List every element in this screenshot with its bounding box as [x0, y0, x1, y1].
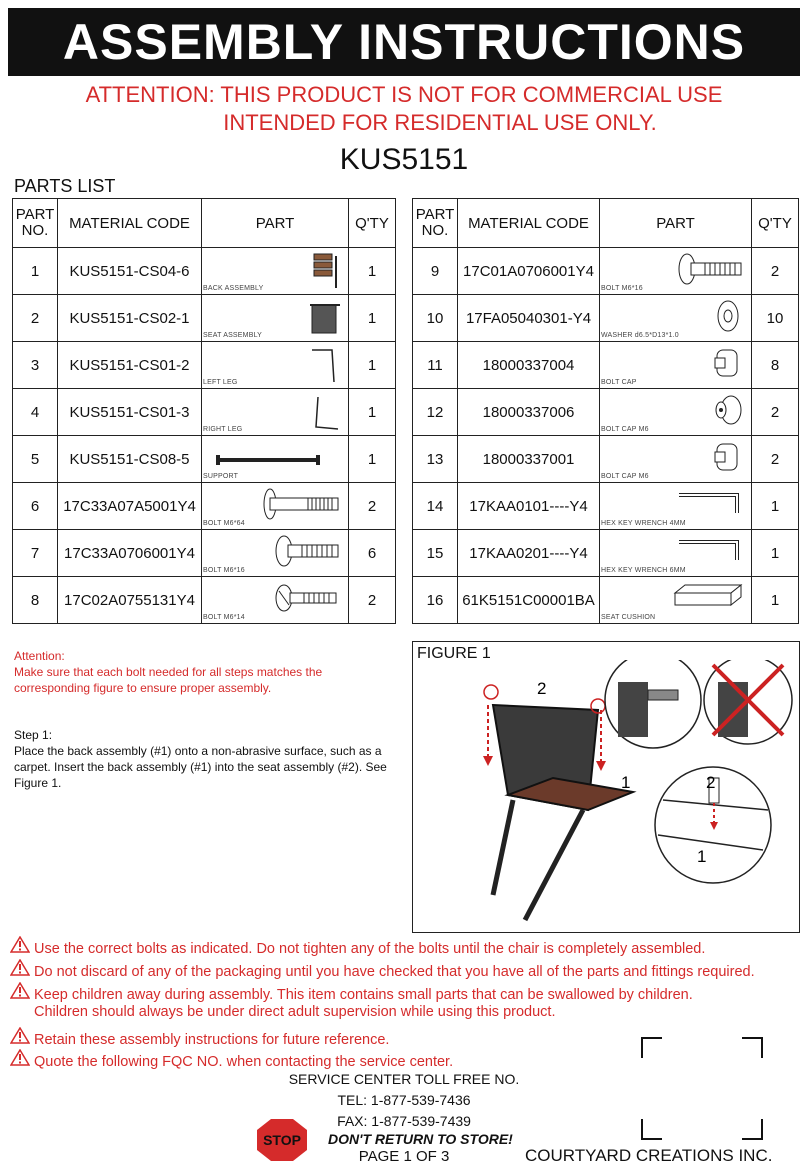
part-caption: BOLT M6*64 — [203, 520, 245, 527]
header-material-code: MATERIAL CODE — [58, 199, 202, 248]
part-no: 10 — [413, 295, 458, 342]
warning-line — [10, 982, 693, 1003]
step-1 — [14, 727, 399, 791]
part-no: 9 — [413, 248, 458, 295]
parts-row — [413, 389, 799, 436]
attention-line-2: INTENDED FOR RESIDENTIAL USE ONLY. — [223, 110, 657, 135]
warning-text: Retain these assembly instructions for future reference. — [34, 1032, 390, 1048]
part-caption: BOLT M6*16 — [203, 567, 245, 574]
warning-triangle-icon — [10, 982, 30, 999]
quantity: 2 — [752, 436, 799, 483]
header-part: PART — [600, 199, 752, 248]
warning-text: Quote the following FQC NO. when contacting the service center. — [34, 1054, 454, 1070]
part-caption: LEFT LEG — [203, 379, 238, 386]
part-cell — [202, 577, 349, 624]
warning-text: Use the correct bolts as indicated. Do not tighten any of the bolts until the chair is completely assembled. — [34, 941, 706, 957]
part-no: 11 — [413, 342, 458, 389]
part-no: 5 — [13, 436, 58, 483]
part-no: 13 — [413, 436, 458, 483]
parts-list-title: PARTS LIST — [14, 176, 116, 196]
warning-triangle-icon — [10, 1049, 30, 1066]
material-code: 18000337004 — [458, 342, 600, 389]
part-caption: HEX KEY WRENCH 4MM — [601, 520, 686, 527]
quantity: 2 — [349, 577, 396, 624]
warning-line — [10, 1049, 453, 1070]
part-cell — [600, 483, 752, 530]
part-cell — [202, 248, 349, 295]
parts-row — [413, 577, 799, 624]
part-cell — [202, 342, 349, 389]
warning-triangle-icon — [10, 936, 30, 953]
part-cell — [600, 248, 752, 295]
part-caption: BOLT CAP M6 — [601, 426, 649, 433]
parts-row — [13, 483, 396, 530]
parts-row — [413, 530, 799, 577]
quantity: 8 — [752, 342, 799, 389]
material-code: 17FA05040301-Y4 — [458, 295, 600, 342]
part-cell — [600, 436, 752, 483]
quantity: 1 — [752, 483, 799, 530]
parts-row — [13, 530, 396, 577]
figure-1-label: FIGURE 1 — [417, 645, 491, 662]
part-cell — [202, 530, 349, 577]
warning-triangle-icon — [10, 959, 30, 976]
parts-table-left — [12, 198, 396, 624]
parts-table-right — [412, 198, 799, 624]
quantity: 1 — [349, 436, 396, 483]
leg-illustration-left — [493, 800, 513, 895]
part-caption: SEAT CUSHION — [601, 614, 656, 621]
material-code: 17C33A07A5001Y4 — [58, 483, 202, 530]
service-tel: TEL: 1-877-539-7436 — [337, 1092, 471, 1108]
quantity: 6 — [349, 530, 396, 577]
step-1-heading: Step 1: — [14, 728, 53, 742]
warning-line — [10, 936, 705, 957]
figure-1-illustration — [413, 660, 797, 930]
material-code: KUS5151-CS04-6 — [58, 248, 202, 295]
quantity: 1 — [349, 389, 396, 436]
warning-text: Do not discard of any of the packaging until you have checked that you have all of the parts and fittings required. — [34, 964, 755, 980]
part-no: 15 — [413, 530, 458, 577]
service-fax: FAX: 1-877-539-7439 — [337, 1113, 471, 1129]
warning-text: Children should always be under direct adult supervision while using this product. — [34, 1004, 556, 1020]
quantity: 1 — [349, 248, 396, 295]
part-caption: BOLT M6*14 — [203, 614, 245, 621]
part-no: 8 — [13, 577, 58, 624]
material-code: 18000337006 — [458, 389, 600, 436]
warning-line — [10, 959, 755, 980]
quantity: 1 — [349, 295, 396, 342]
part-caption: SUPPORT — [203, 473, 239, 480]
part-caption: BACK ASSEMBLY — [203, 285, 264, 292]
part-no: 3 — [13, 342, 58, 389]
no-return-notice: DON'T RETURN TO STORE! — [328, 1131, 513, 1147]
part-cell — [600, 342, 752, 389]
material-code: 17C02A0755131Y4 — [58, 577, 202, 624]
part-no: 1 — [13, 248, 58, 295]
header-part-no: PART NO. — [13, 199, 58, 248]
part-cell — [600, 295, 752, 342]
header-material-code: MATERIAL CODE — [458, 199, 600, 248]
material-code: KUS5151-CS01-3 — [58, 389, 202, 436]
part-cell — [202, 295, 349, 342]
warning-line — [34, 1004, 555, 1020]
quantity: 10 — [752, 295, 799, 342]
parts-row — [13, 248, 396, 295]
parts-row — [413, 248, 799, 295]
material-code: 17KAA0101----Y4 — [458, 483, 600, 530]
callout-2: 2 — [537, 679, 547, 698]
warning-triangle-icon — [10, 1027, 30, 1044]
material-code: KUS5151-CS02-1 — [58, 295, 202, 342]
warning-text: Keep children away during assembly. This item contains small parts that can be swallowed by children. — [34, 987, 693, 1003]
quantity: 2 — [752, 248, 799, 295]
part-caption: SEAT ASSEMBLY — [203, 332, 263, 339]
attention-note-heading: Attention: — [14, 649, 65, 663]
material-code: 18000337001 — [458, 436, 600, 483]
svg-text:2: 2 — [706, 773, 716, 792]
quantity: 1 — [752, 530, 799, 577]
service-center-line: SERVICE CENTER TOLL FREE NO. — [288, 1071, 520, 1087]
parts-row — [13, 389, 396, 436]
part-no: 2 — [13, 295, 58, 342]
part-cell — [600, 577, 752, 624]
part-no: 16 — [413, 577, 458, 624]
part-no: 12 — [413, 389, 458, 436]
company-name: COURTYARD CREATIONS INC. — [525, 1146, 773, 1165]
material-code: 17KAA0201----Y4 — [458, 530, 600, 577]
svg-text:1: 1 — [697, 847, 707, 866]
quantity: 1 — [349, 342, 396, 389]
part-caption: HEX KEY WRENCH 6MM — [601, 567, 686, 574]
part-no: 14 — [413, 483, 458, 530]
part-caption: BOLT CAP M6 — [601, 473, 649, 480]
step-1-text: Place the back assembly (#1) onto a non-abrasive surface, such as a carpet. Insert the back assembly (#1) into the seat assembly (#2). See Figure 1. — [14, 744, 387, 790]
part-cell — [600, 389, 752, 436]
parts-row — [413, 342, 799, 389]
part-cell — [600, 530, 752, 577]
quantity: 2 — [752, 389, 799, 436]
parts-row — [13, 342, 396, 389]
parts-row — [13, 295, 396, 342]
stop-sign-text: STOP — [263, 1132, 301, 1148]
material-code: 61K5151C00001BA — [458, 577, 600, 624]
callout-1: 1 — [621, 773, 631, 792]
leg-illustration-right — [525, 810, 583, 920]
part-caption: WASHER d6.5*D13*1.0 — [601, 332, 679, 339]
parts-row — [13, 577, 396, 624]
material-code: KUS5151-CS08-5 — [58, 436, 202, 483]
header-part-no: PART NO. — [413, 199, 458, 248]
part-caption: RIGHT LEG — [203, 426, 243, 433]
quantity: 2 — [349, 483, 396, 530]
material-code: 17C33A0706001Y4 — [58, 530, 202, 577]
parts-row — [413, 295, 799, 342]
quantity: 1 — [752, 577, 799, 624]
material-code: 17C01A0706001Y4 — [458, 248, 600, 295]
warning-line — [10, 1027, 389, 1048]
attention-line-1: ATTENTION: THIS PRODUCT IS NOT FOR COMMERCIAL USE — [85, 82, 723, 107]
parts-row — [413, 483, 799, 530]
parts-row — [13, 436, 396, 483]
part-cell — [202, 483, 349, 530]
part-caption: BOLT CAP — [601, 379, 637, 386]
header-qty: Q'TY — [752, 199, 799, 248]
parts-row — [413, 436, 799, 483]
title-banner: ASSEMBLY INSTRUCTIONS — [8, 8, 800, 76]
part-cell — [202, 436, 349, 483]
part-no: 7 — [13, 530, 58, 577]
header-part: PART — [202, 199, 349, 248]
material-code: KUS5151-CS01-2 — [58, 342, 202, 389]
attention-note-text: Make sure that each bolt needed for all steps matches the corresponding figure to ensure proper assembly. — [14, 665, 323, 695]
page-number: PAGE 1 OF 3 — [358, 1148, 450, 1165]
service-center — [0, 1069, 808, 1132]
model-number: KUS5151 — [339, 143, 469, 176]
part-caption: BOLT M6*16 — [601, 285, 643, 292]
part-cell — [202, 389, 349, 436]
header-qty: Q'TY — [349, 199, 396, 248]
part-no: 4 — [13, 389, 58, 436]
part-no: 6 — [13, 483, 58, 530]
attention-note — [14, 648, 394, 696]
